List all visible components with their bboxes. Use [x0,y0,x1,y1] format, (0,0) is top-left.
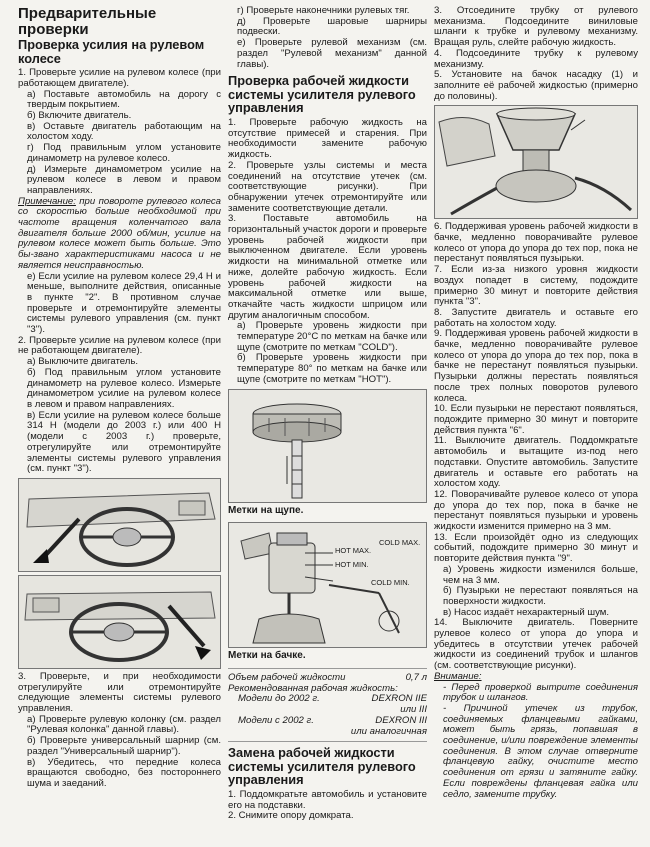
paragraph: а) Уровень жидкости изменился больше, чем на 3 мм. [443,563,638,586]
figure-steering-wheel-2 [18,575,221,669]
paragraph: б) Под правильным углом установите динамометр на рулевое колесо. Измерьте динамометром усилие на рулевом колесе в левом и правом направлениях. [27,366,221,410]
paragraph: 13. Если произойдёт одно из следующих событий, подождите примерно 30 минут и повторите действия пункта "9". [434,531,638,565]
paragraph: б) Проверьте уровень жидкости при температуре 80° по меткам на бачке или щупе (смотрите по меткам "HOT"). [237,352,427,385]
paragraph: 2. Проверьте усилие на рулевом колесе (при не работающем двигателе). [18,334,221,357]
attention-item: - Причиной утечек из трубок, соединяемых фланцевыми гайками, может быть грязь, попавшая в соединение, и/или повреждение элементы соединения. В этом случае отверните фланцевую гайку, очистите место соединения от грязи и затяните гайку. Если повреждены фланцевая гайка или седло, замените трубку. [443,702,638,800]
figure-dipstick [228,389,427,503]
figure-steering-wheel-1 [18,478,221,572]
paragraph: г) Проверьте наконечники рулевых тяг. [237,6,410,16]
paragraph: е) Если усилие на рулевом колесе 29,4 Н и меньше, выполните действия, описанные в пункте "2". В противном случае проверьте и отремонтируйте элементы системы рулевого управления (см. пункт "3"). [27,270,221,336]
paragraph: 14. Выключите двигатель. Поверните рулевое колесо от упора до упора и убедитесь в отсутствии утечек рабочей жидкости из соединений трубок и шлангов (см. соответствующие рисунки). [434,617,638,672]
caption-reservoir: Метки на бачке. [228,650,306,662]
paragraph: 1. Поддомкратьте автомобиль и установите его на подставки. [228,788,427,811]
spec-fluid-volume: Объем рабочей жидкости 0,7 л [228,671,427,683]
paragraph: 8. Запустите двигатель и оставьте его работать на холостом ходу. [434,306,638,329]
paragraph: а) Поставьте автомобиль на дорогу с твердым покрытием. [27,88,221,111]
label-hot-max: HOT MAX. [335,546,372,556]
paragraph: 7. Если из-за низкого уровня жидкости воздух попадет в систему, подождите примерно 30 минут и повторите действия пункта "3". [434,264,638,308]
paragraph: д) Проверьте шаровые шарниры подвески. [237,15,427,38]
paragraph: в) Оставьте двигатель работающим на холостом ходу. [27,120,221,143]
section-title: Предварительные проверки [18,6,157,38]
spec-models-before-2002: Модели до 2002 г. DEXRON IIE [238,693,427,705]
paragraph: 5. Установите на бачок насадку (1) и заполните её рабочей жидкостью (примерно до половины). [434,69,638,102]
attention-item: - Перед проверкой вытрите соединения трубок и шлангов. [443,681,638,704]
paragraph: 6. Поддерживая уровень рабочей жидкости в бачке, медленно поворачивайте рулевое колесо от упора до упора до тех пор, пока не перестанут появляться пузырьки. [434,221,638,265]
paragraph: 10. Если пузырьки не перестают появляться, подождите примерно 30 минут и повторите действия пункта "6". [434,403,638,436]
paragraph: 1. Проверьте рабочую жидкость на отсутствие примесей и старения. При необходимости замените рабочую жидкость. [228,117,427,161]
paragraph: 2. Снимите опору домкрата. [228,810,354,822]
paragraph: 12. Поворачивайте рулевое колесо от упора до упора до тех пор, пока в бачке не перестанут появляться пузырьки и уровень жидкости изменится примерно на 3 мм. [434,488,638,533]
spec-models-after-2002: Модели с 2002 г. DEXRON III [238,714,427,726]
paragraph: б) Пузырьки не перестают появляться на поверхности жидкости. [443,585,638,607]
paragraph: б) Проверьте универсальный шарнир (см. раздел "Универсальный шарнир"). [27,735,221,757]
column-1 [18,6,221,844]
paragraph: 2. Проверьте узлы системы и места соединений на отсутствие утечек (см. соответствующие рисунки). При обнаружении утечек отремонтируйте или замените соответствующие детали. [228,159,427,214]
paragraph: а) Проверьте рулевую колонку (см. раздел "Рулевая колонка" данной главы). [27,713,221,736]
paragraph: а) Выключите двигатель. [27,356,139,368]
figure-reservoir [228,522,427,648]
attention-heading: Внимание: [434,670,482,682]
paragraph: 11. Выключите двигатель. Поддомкратьте автомобиль и вытащите из-под него подставки. Опустите автомобиль. Запустите двигатель и оставьте его работать на холостом ходу. [434,435,638,490]
heading-fluid-check: Проверка рабочей жидкости системы усилителя рулевого управления [228,73,416,116]
paragraph: в) Убедитесь, что передние колеса вращаются свободно, без постороннего шума и заеданий. [27,756,221,789]
spec-alt-1: или III [400,704,427,716]
paragraph: 3. Проверьте, и при необходимости отрегулируйте или отремонтируйте следующие элементы системы рулевого управления. [18,670,221,715]
paragraph: а) Проверьте уровень жидкости при температуре 20°C по меткам на бачке или щупе (смотрите по меткам "COLD"). [237,320,427,353]
paragraph: 9. Поддерживая уровень рабочей жидкости в бачке, медленно поворачивайте рулевое колесо от упора до упора до тех пор, пока в бачке не перестанут появляться пузырьки. Пузырьки должны перестать появляться после трех полных поворотов рулевого колеса. [434,328,638,404]
heading-steering-effort: Проверка усилия на рулевом колесе [18,37,205,66]
paragraph: г) Под правильным углом установите динамометр на рулевое колесо. [27,142,221,164]
label-cold-max: COLD MAX. [379,538,421,548]
label-hot-min: HOT MIN. [335,560,369,570]
paragraph: в) Если усилие на рулевом колесе больше 314 Н (модели до 2003 г.) или 400 Н (модели с 2003 г.) проверьте, отрегулируйте или отремонтируйте элементы системы рулевого управления (см. пункт "3"). [27,409,221,475]
paragraph: 3. Поставьте автомобиль на горизонтальный участок дороги и проверьте уровень рабочей жидкости при выключенном двигателе. Если уровень жидкости на минимальной отметке или ниже, долейте рабочую жидкость. Если уровень рабочей жидкости на максимальной отметке или выше, откачайте часть жидкости шприцом или другим аналогичным способом. [228,213,427,321]
paragraph: в) Насос издаёт нехарактерный шум. [443,606,610,618]
paragraph: е) Проверьте рулевой механизм (см. раздел "Рулевой механизм" данной главы). [237,37,427,70]
label-cold-min: COLD MIN. [371,578,410,588]
paragraph: 4. Подсоедините трубку к рулевому механизму. [434,47,638,70]
note: Примечание: при повороте рулевого колеса со скоростью больше необходимой при частоте вращения коленчатого вала двигателя больше 2000 об/мин, усилие на рулевом колесе может быть больше. Это бы-звано характеристиками насоса и не является неисправностью. [18,195,221,271]
paragraph: 1. Проверьте усилие на рулевом колесе (при работающем двигателе). [18,67,221,89]
figure-reservoir-funnel [434,105,638,219]
spec-alt-2: или аналогичная [350,725,427,737]
paragraph: б) Включите двигатель. [27,110,132,121]
caption-dipstick: Метки на щупе. [228,504,304,516]
paragraph: д) Измерьте динамометром усилие на рулевом колесе в левом и правом направлениях. [27,163,221,196]
spec-recommended-fluid: Рекомендованная рабочая жидкость: [228,682,398,694]
column-2 [228,6,427,844]
paragraph: 3. Отсоедините трубку от рулевого механизма. Подсоедините виниловые шланги к трубке и рулевому механизму. Вращая руль, слейте рабочую жидкость. [434,6,638,49]
heading-fluid-replacement: Замена рабочей жидкости системы усилителя рулевого управления [228,745,416,788]
column-3 [434,6,638,844]
